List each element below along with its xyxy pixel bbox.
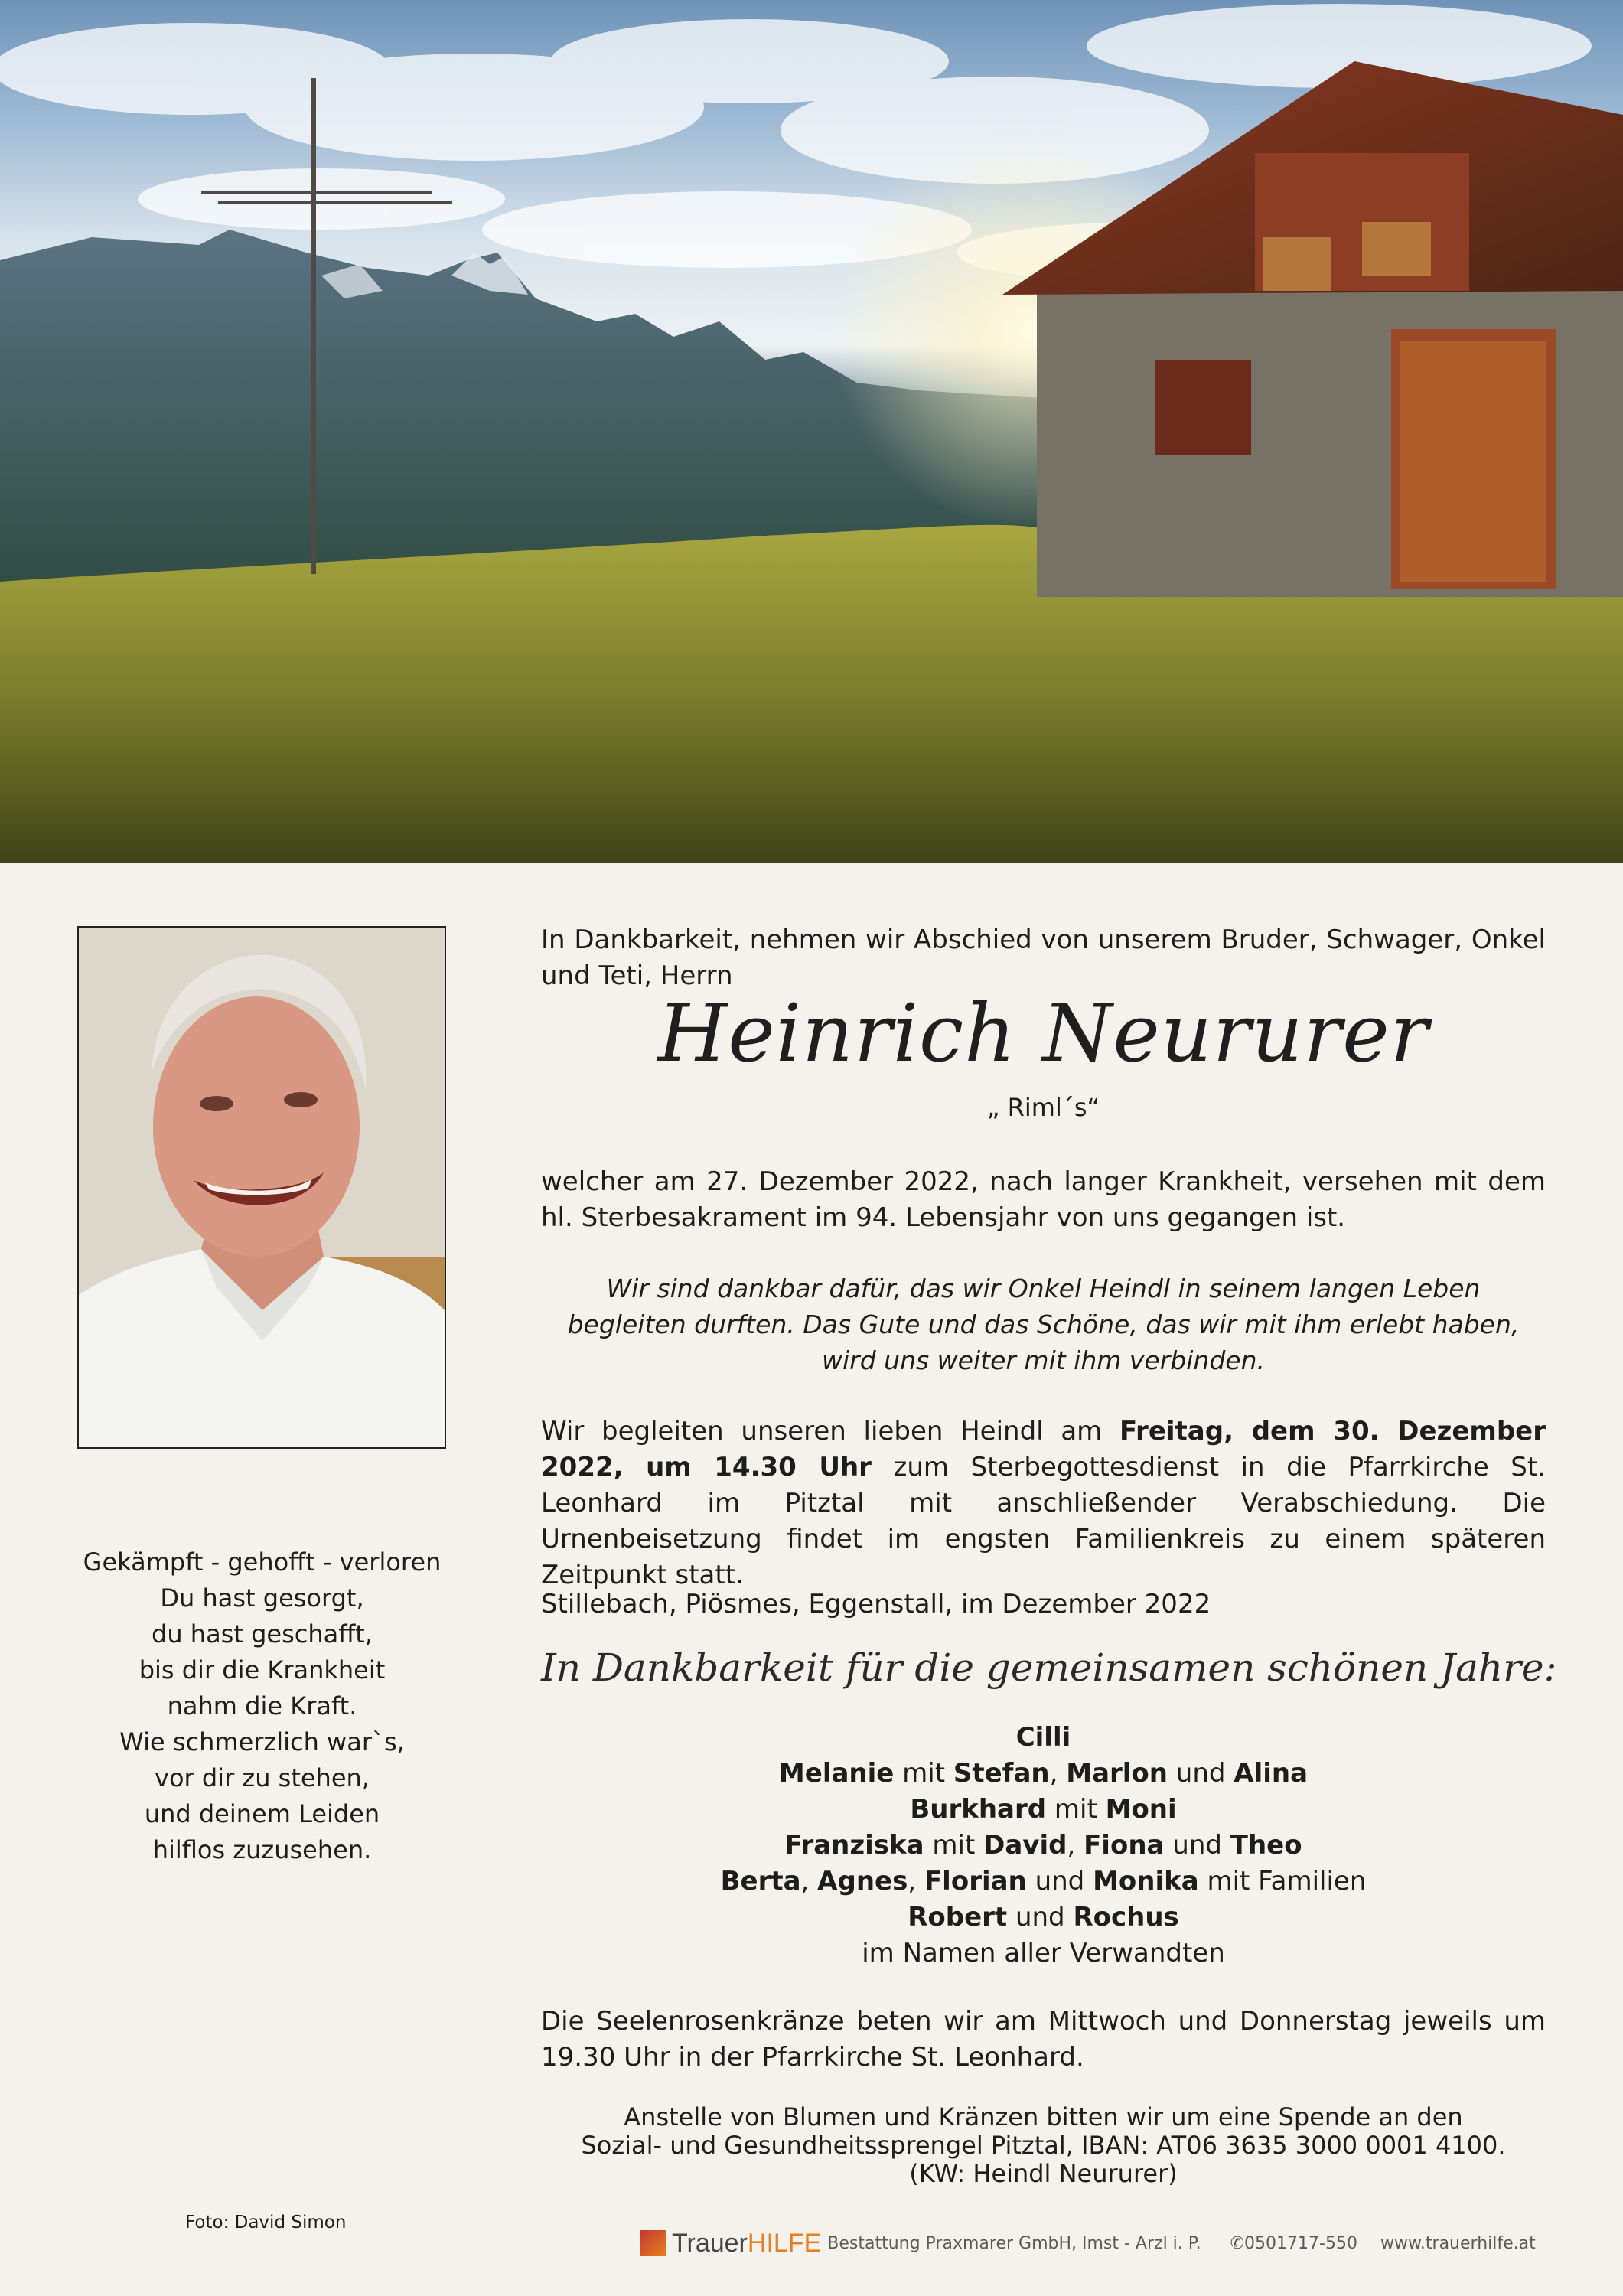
quote-block [541, 1270, 1546, 1378]
family-member-text: , [800, 1866, 818, 1896]
family-member-text: mit [924, 1830, 984, 1861]
funeral-date: Freitag, dem 30. Dezember 2022, um 14.30 Uhr [541, 1416, 1546, 1482]
death-notice-text: welcher am 27. Dezember 2022, nach langer Krankheit, versehen mit dem hl. Sterbesakrament im 94. Lebensjahr von uns gegangen ist. [541, 1166, 1546, 1233]
family-member-text: Florian [924, 1866, 1027, 1896]
family-member-text: mit [894, 1758, 953, 1789]
family-line [541, 1864, 1546, 1900]
trauerhilfe-logo-icon [640, 2230, 666, 2256]
family-member-text: Berta [720, 1866, 801, 1896]
poem-line: Gekämpft - gehofft - verloren [83, 1548, 442, 1577]
poem-line: vor dir zu stehen, [155, 1763, 370, 1792]
donation-line: Sozial- und Gesundheitssprengel Pitztal, IBAN: AT06 3635 3000 0001 4100. [581, 2131, 1506, 2160]
photo-credit: Foto: David Simon [185, 2213, 347, 2232]
family-member-text: David [983, 1830, 1067, 1861]
poem-line: Du hast gesorgt, [160, 1583, 364, 1613]
poem-line: Wie schmerzlich war`s, [119, 1727, 405, 1756]
family-member-text: Monika [1093, 1866, 1199, 1896]
quote-line: Wir sind dankbar dafür, das wir Onkel Heindl in seinem langen Leben [606, 1274, 1481, 1303]
funeral-text-post: zum Sterbegottesdienst in die Pfarrkirche St. Leonhard im Pitztal mit anschließender Verabschiedung. Die Urnenbeisetzung findet im engsten Familienkreis zu einem späteren Zeitpunkt statt. [541, 1452, 1546, 1590]
deceased-name: Heinrich Neururer [657, 987, 1429, 1080]
family-member-text: Rochus [1073, 1902, 1179, 1932]
cross-icon-vertical [311, 78, 316, 574]
family-member-text: mit Familien [1198, 1866, 1367, 1896]
brand-logo [672, 2229, 821, 2258]
family-line [541, 1720, 1546, 1756]
family-member-text: und [1007, 1902, 1074, 1932]
website-link[interactable]: www.trauerhilfe.at [1380, 2233, 1536, 2253]
family-member-text: Stefan [953, 1758, 1050, 1789]
family-list [541, 1720, 1546, 1971]
hero-landscape-image [0, 0, 1623, 863]
family-member-text: HILFE [747, 2228, 822, 2258]
family-member-text: Theo [1230, 1830, 1302, 1861]
rosary-text: Die Seelenrosenkränze beten wir am Mittwoch und Donnerstag jeweils um 19.30 Uhr in der Pfarrkirche St. Leonhard. [541, 2006, 1546, 2073]
family-member-text: Marlon [1066, 1758, 1168, 1789]
funeral-text-pre: Wir begleiten unseren lieben Heindl am [541, 1416, 1119, 1446]
portrait-illustration [79, 928, 445, 1447]
family-line [541, 1936, 1546, 1971]
donation-line: (KW: Heindl Neururer) [909, 2159, 1178, 2188]
cross-icon-bar [201, 191, 432, 194]
family-member-text: , [1067, 1830, 1084, 1861]
donation-line: Anstelle von Blumen und Kränzen bitten wir um eine Spende an den [624, 2102, 1463, 2131]
quote-line: begleiten durften. Das Gute und das Schöne, das wir mit ihm erlebt haben, [567, 1309, 1520, 1339]
poem-line: du hast geschafft, [152, 1619, 373, 1649]
family-member-text: Burkhard [910, 1794, 1047, 1825]
family-line [541, 1828, 1546, 1864]
cross-icon-bar-shadow [218, 201, 452, 204]
landscape-illustration [0, 0, 1623, 863]
family-member-text: und [1164, 1830, 1230, 1861]
family-member-text: Alina [1234, 1758, 1309, 1789]
phone-number: ✆0501717-550 [1230, 2233, 1357, 2253]
gratitude-heading: In Dankbarkeit für die gemeinsamen schönen Jahre: [541, 1645, 1557, 1690]
donation-notice [541, 2103, 1546, 2188]
deceased-nickname: „ Riml´s“ [986, 1093, 1100, 1122]
family-member-text: Agnes [817, 1866, 908, 1896]
family-member-text: Moni [1105, 1794, 1177, 1825]
family-member-text: Fiona [1084, 1830, 1165, 1861]
footer [640, 2229, 1536, 2257]
family-member-text: Robert [908, 1902, 1008, 1932]
company-name: Bestattung Praxmarer GmbH, Imst - Arzl i. P. [827, 2233, 1201, 2253]
family-member-text: Franziska [784, 1830, 924, 1861]
family-member-text: , [908, 1866, 924, 1896]
poem-line: bis dir die Krankheit [139, 1655, 386, 1684]
family-member-text: Melanie [778, 1758, 895, 1789]
poem-line: hilflos zuzusehen. [152, 1835, 372, 1864]
family-member-text: im Namen aller Verwandten [862, 1938, 1225, 1968]
funeral-text [541, 1414, 1546, 1593]
portrait-photo [77, 926, 446, 1449]
poem-line: und deinem Leiden [144, 1799, 380, 1828]
place-date: Stillebach, Piösmes, Eggenstall, im Dezember 2022 [541, 1589, 1211, 1619]
family-member-text: Cilli [1015, 1722, 1071, 1753]
family-line [541, 1792, 1546, 1828]
family-member-text: und [1168, 1758, 1234, 1789]
intro-text: In Dankbarkeit, nehmen wir Abschied von unserem Bruder, Schwager, Onkel und Teti, Herrn [541, 925, 1546, 991]
family-member-text: und [1026, 1866, 1093, 1896]
family-member-text: mit [1046, 1794, 1106, 1825]
family-member-text: Trauer [672, 2228, 748, 2258]
quote-line: wird uns weiter mit ihm verbinden. [822, 1345, 1265, 1375]
family-line [541, 1756, 1546, 1792]
poem-line: nahm die Kraft. [167, 1691, 357, 1720]
family-member-text: , [1049, 1758, 1067, 1789]
family-line [541, 1900, 1546, 1936]
memorial-poem [46, 1544, 478, 1868]
